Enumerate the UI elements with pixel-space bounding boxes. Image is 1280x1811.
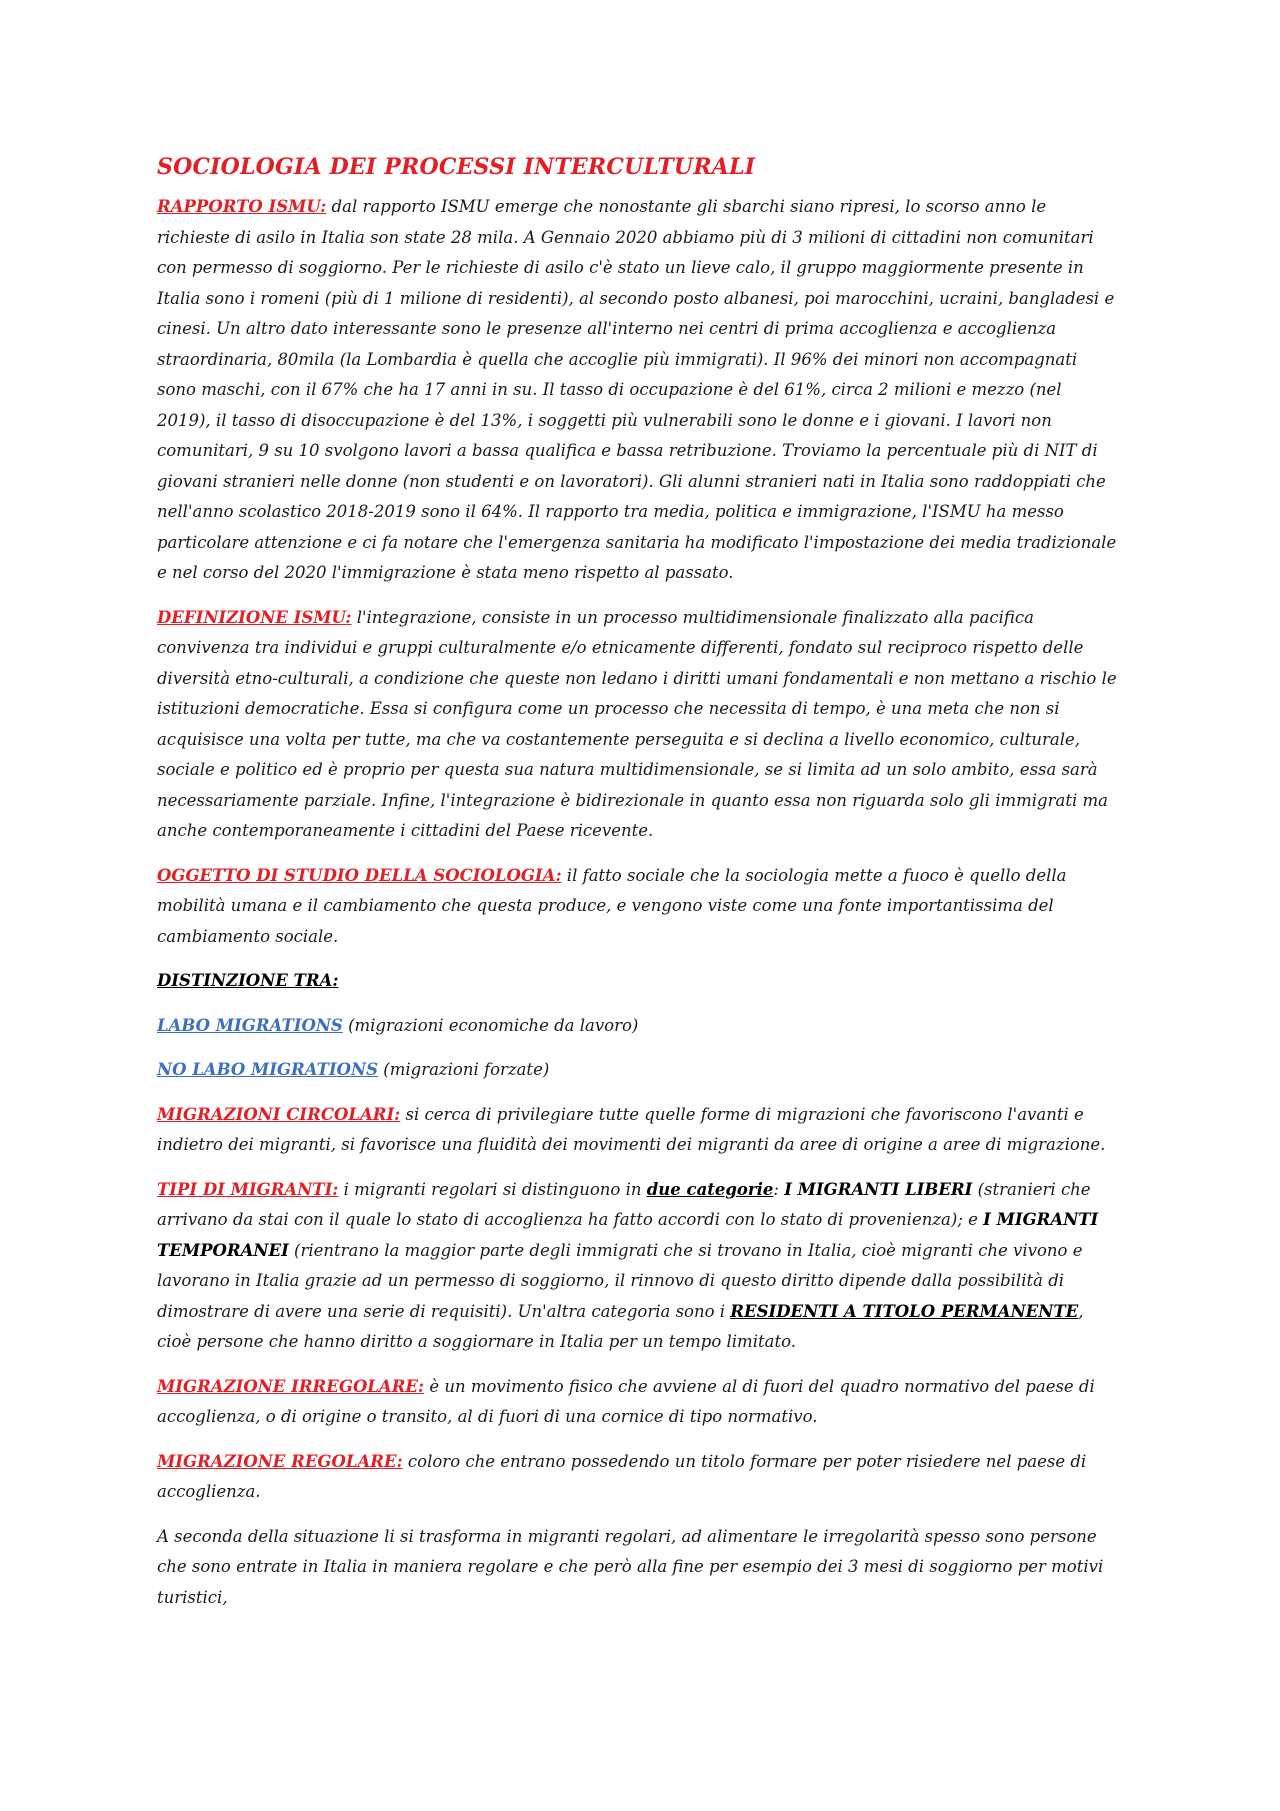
heading-migrazione-regolare: MIGRAZIONE REGOLARE: [157,1451,403,1471]
term-residenti-permanente: RESIDENTI A TITOLO PERMANENTE [730,1301,1079,1321]
paragraph-tipi-di-migranti [157,1175,1117,1358]
text-rapporto-ismu: dal rapporto ISMU emerge che nonostante gli sbarchi siano ripresi, lo scorso anno le richieste di asilo in Italia son state 28 mila. A Gennaio 2020 abbiamo più di 3 milioni di cittadini non comunitari con permesso di soggiorno. Per le richieste di asilo c'è stato un lieve calo, il gruppo maggiormente presente in Italia sono i romeni (più di 1 milione di residenti), al secondo posto albanesi, poi marocchini, ucraini, bangladesi e cinesi. Un altro dato interessante sono le presenze all'interno nei centri di prima accoglienza e accoglienza straordinaria, 80mila (la Lombardia è quella che accoglie più immigrati). Il 96% dei minori non accompagnati sono maschi, con il 67% che ha 17 anni in su. Il tasso di occupazione è del 61%, circa 2 milioni e mezzo (nel 2019), il tasso di disoccupazione è del 13%, i soggetti più vulnerabili sono le donne e i giovani. I lavori non comunitari, 9 su 10 svolgono lavori a bassa qualifica e bassa retribuzione. Troviamo la percentuale più di NIT di giovani stranieri nelle donne (non studenti e on lavoratori). Gli alunni stranieri nati in Italia sono raddoppiati che nell'anno scolastico 2018-2019 sono il 64%. Il rapporto tra media, politica e immigrazione, l'ISMU ha messo particolare attenzione e ci fa notare che l'emergenza sanitaria ha modificato l'impostazione dei media tradizionale e nel corso del 2020 l'immigrazione è stata meno rispetto al passato. [157,197,1117,582]
text-labo-migrations: (migrazioni economiche da lavoro) [342,1015,639,1035]
document-title: SOCIOLOGIA DEI PROCESSI INTERCULTURALI [157,154,756,180]
document-page [157,152,1117,1627]
heading-no-labo-migrations: NO LABO MIGRATIONS [157,1060,379,1079]
text-final: A seconda della situazione li si trasforma in migranti regolari, ad alimentare le irregolarità spesso sono persone che sono entrate in Italia in maniera regolare e che però alla fine per esempio dei 3 mesi di soggiorno per motivi turistici, [157,1526,1104,1607]
paragraph-rapporto-ismu [157,192,1117,589]
heading-labo-migrations: LABO MIGRATIONS [157,1015,343,1035]
paragraph-migrazioni-circolari [157,1100,1117,1161]
heading-distinzione: DISTINZIONE TRA: [157,971,339,990]
term-migranti-liberi: I MIGRANTI LIBERI [784,1179,973,1199]
paragraph-definizione-ismu [157,603,1117,847]
text-no-labo-migrations: (migrazioni forzate) [378,1060,550,1079]
text-migrazione-regolare: coloro che entrano possedendo un titolo formare per poter risiedere nel paese di accoglienza. [157,1451,1087,1501]
heading-tipi-di-migranti: TIPI DI MIGRANTI: [157,1179,339,1199]
heading-migrazioni-circolari: MIGRAZIONI CIRCOLARI: [157,1104,401,1124]
text-tipi-2: : [773,1179,785,1199]
heading-rapporto-ismu: RAPPORTO ISMU: [157,197,327,216]
text-tipi-5: , cioè persone che hanno diritto a soggiornare in Italia per un tempo limitato. [157,1301,1084,1351]
term-migranti-temporanei: I MIGRANTI TEMPORANEI [157,1210,1099,1260]
text-migrazione-irregolare: è un movimento fisico che avviene al di fuori del quadro normativo del paese di accoglienza, o di origine o transito, al di fuori di una cornice di tipo normativo. [157,1376,1095,1426]
text-tipi-1: i migranti regolari si distinguono in [338,1179,647,1199]
text-tipi-4: (rientrano la maggior parte degli immigrati che si trovano in Italia, cioè migranti che vivono e lavorano in Italia grazie ad un permesso di soggiorno, il rinnovo di questo diritto dipende dalla possibilità di dimostrare di avere una serie di requisiti). Un'altra categoria sono i [157,1240,1083,1321]
heading-migrazione-irregolare: MIGRAZIONE IRREGOLARE: [157,1376,425,1396]
paragraph-labo-migrations [157,1011,1117,1042]
heading-oggetto-di-studio: OGGETTO DI STUDIO DELLA SOCIOLOGIA: [157,865,562,885]
paragraph-no-labo-migrations [157,1055,1117,1086]
text-definizione-ismu: l'integrazione, consiste in un processo multidimensionale finalizzato alla pacifica convivenza tra individui e gruppi culturalmente e/o etnicamente differenti, fondato sul reciproco rispetto delle diversità etno-culturali, a condizione che queste non ledano i diritti umani fondamentali e non mettano a rischio le istituzioni democratiche. Essa si configura come un processo che necessita di tempo, è una meta che non si acquisisce una volta per tutte, ma che va costantemente perseguita e si declina a livello economico, culturale, sociale e politico ed è proprio per questa sua natura multidimensionale, se si limita ad un solo ambito, essa sarà necessariamente parziale. Infine, l'integrazione è bidirezionale in quanto essa non riguarda solo gli immigrati ma anche contemporaneamente i cittadini del Paese ricevente. [157,607,1117,840]
text-tipi-3: (stranieri che arrivano da stai con il quale lo stato di accoglienza ha fatto accordi con lo stato di provenienza); e [157,1179,1091,1229]
text-migrazioni-circolari: si cerca di privilegiare tutte quelle forme di migrazioni che favoriscono l'avanti e indietro dei migranti, si favorisce una fluidità dei movimenti dei migranti da aree di origine a aree di migrazione. [157,1104,1106,1154]
heading-definizione-ismu: DEFINIZIONE ISMU: [157,607,352,627]
paragraph-oggetto-di-studio [157,861,1117,953]
paragraph-final [157,1522,1117,1614]
paragraph-distinzione [157,966,1117,997]
paragraph-migrazione-irregolare [157,1372,1117,1433]
paragraph-migrazione-regolare [157,1447,1117,1508]
text-oggetto-di-studio: il fatto sociale che la sociologia mette a fuoco è quello della mobilità umana e il cambiamento che questa produce, e vengono viste come una fonte importantissima del cambiamento sociale. [157,865,1067,946]
term-due-categorie: due categorie [646,1179,774,1199]
